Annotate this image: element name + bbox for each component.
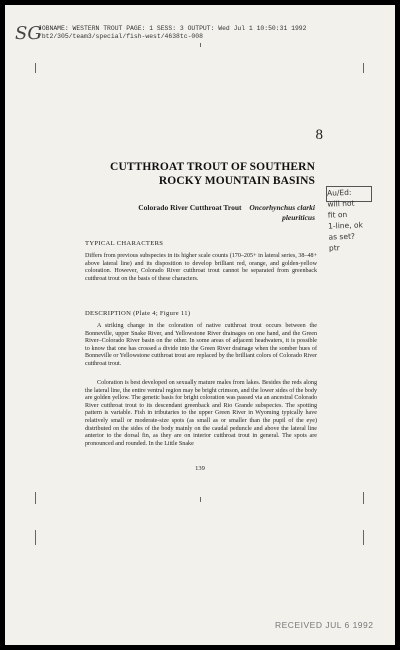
received-stamp: RECEIVED JUL 6 1992 [275,620,374,630]
paragraph-description-2: Coloration is best developed on sexually mature males from lakes. Besides the reds along the lateral line, the entire ventral region may be bright crimson, and the lower sides of the body are golden yellow. The genetic basis for bright coloration was passed via an ancestral Colorado River cutthroat trout to its descendant greenback and Rio Grande subspecies. The spotting pattern is variable. Fish in tributaries to the upper Green River in Wyoming typically have relatively small or moderate-size spots (as small as or smaller than the pupil of the eye) distributed on the sides of the body mainly on the caudal peduncle and above the lateral line anterior to the dorsal fin, as they are on interior cutthroat trout in general. The spots are pronounced and rounded. In the Little Snake [85,380,317,447]
paragraph-description-1: A striking change in the coloration of native cutthroat trout occurs between the Bonneville, upper Snake River, and Yellowstone River drainages on one hand, and the Green River–Colorado River basin on the other. In some areas of adjacent headwaters, it is possible to know that one has crossed a divide into the Green River drainage when the somber hues of Bonneville or Yellowstone cutthroat trout are replaced by the brilliant colors of Colorado River cutthroat trout. [85,323,317,367]
job-header [38,25,306,40]
chapter-title [85,160,315,188]
margin-note-line: will not [327,198,355,209]
species-heading [105,203,315,223]
crop-mark-left-mid [35,492,36,504]
scientific-name-line-1: Oncorhynchus clarki [249,203,315,212]
crop-mark-bottom-center [200,497,201,502]
crop-mark-right-bottom [363,530,364,545]
section-heading-description: DESCRIPTION (Plate 4; Figure 11) [85,310,191,317]
chapter-number: 8 [315,127,323,143]
margin-note-line: as set? [328,231,356,242]
section-heading-typical-characters: TYPICAL CHARACTERS [85,240,164,247]
margin-note-line: fit on [327,209,348,220]
job-header-line-1: JOBNAME: WESTERN TROUT PAGE: 1 SESS: 3 OUTPUT: Wed Jul 1 10:50:31 1992 [38,25,307,32]
proofreader-initials: SG [15,23,42,44]
paragraph-typical-characters: Differs from previous subspecies in its higher scale counts (170–205+ in lateral series, 38–48+ above lateral line) and its disposition to develop brilliant red, orange, and golden-yellow coloration. However, Colorado River cutthroat trout cannot be separated from greenback cutthroat trout on the basis of these characters. [85,253,317,282]
crop-mark-top-center [200,43,201,47]
crop-mark-right-top [363,63,364,73]
chapter-title-line-1: CUTTHROAT TROUT OF SOUTHERN [110,161,315,173]
margin-note-line: Au/Ed: [326,187,352,198]
scientific-name-line-2: pleuriticus [282,213,315,222]
margin-note-line: ptr [328,243,340,253]
chapter-title-line-2: ROCKY MOUNTAIN BASINS [158,175,315,187]
crop-mark-left-bottom [35,530,36,545]
manuscript-page [5,5,395,645]
crop-mark-right-mid [363,492,364,504]
job-header-line-2: /bt2/305/team3/special/fish-west/4638tc-008 [38,32,203,40]
common-name: Colorado River Cutthroat Trout [138,203,242,212]
margin-note [327,186,364,253]
margin-note-line: 1-line, ok [328,220,364,231]
crop-mark-left-top [35,63,36,73]
page-number: 139 [195,465,205,472]
